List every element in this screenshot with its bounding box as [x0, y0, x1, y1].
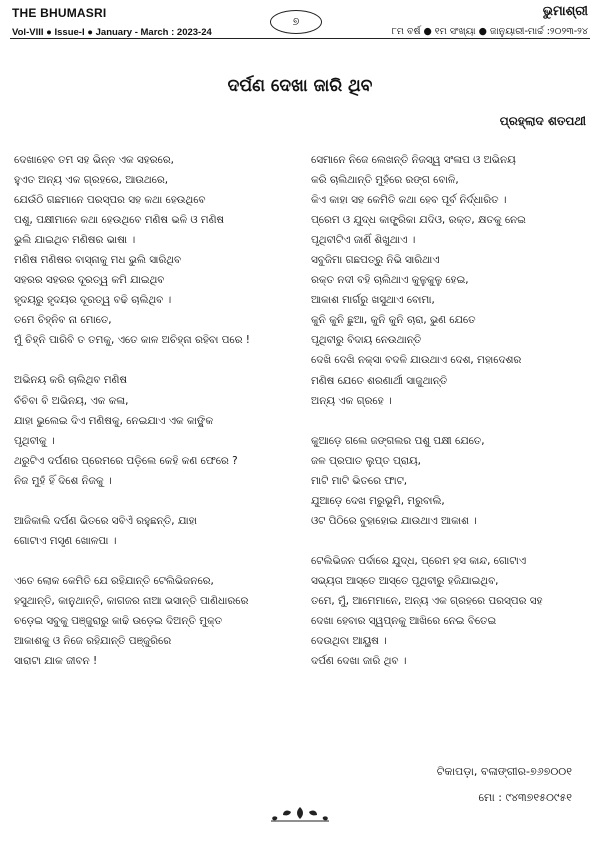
stanza: [14, 150, 300, 350]
poem-line: ପୃଥିବୀକୁ ।: [14, 434, 55, 447]
poem-line: ରକ୍ତ ନଦୀ ବହି ଚାଲିଥାଏ କୁଳୁକୁଳୁ ହେଇ,: [311, 274, 469, 287]
poem-right-column: [311, 150, 591, 671]
header-right: [288, 4, 588, 37]
floral-ornament-icon: [269, 803, 331, 823]
poem-title: ଦର୍ପଣ ଦେଖା ଜାରି ଥିବ: [227, 76, 373, 96]
poem-line: ଅଭିନୟ କରି ଚାଲିଥିବ ମଣିଷ: [14, 374, 128, 387]
poem-author: ପ୍ରହ୍ଲାଦ ଶତପଥୀ: [499, 114, 586, 128]
poem-line: ଦର୍ପଣ ଦେଖା ଜାରି ଥିବ ।: [311, 655, 407, 668]
poem-line: ହସୁଥାନ୍ତି, କାନୁଥାନ୍ତି, କାଗଜର ନାଆ ଭସାନ୍ତି ପାଣିଧାରରେ: [14, 594, 249, 607]
poem-line: ବଁଚିବା ବି ଅଭିନୟ, ଏକ କଳା,: [14, 394, 129, 407]
author-address: ଟିକାପଡ଼ା, ବଳାଙ୍ଗୀର-୭୬୭୦୦୧: [436, 765, 572, 778]
poem-line: ପ୍ରେମ ଓ ଯୁଦ୍ଧ କାଙ୍ଗ୍ରିକା ଯଦିଓ, ରକ୍ତ, କ୍ଷତକୁ ନେଇ: [311, 214, 526, 227]
poem-line: ଯୁଆଡ଼େ ଦେଖ ମରୁଭୂମି, ମରୁବାଲି,: [311, 494, 445, 507]
poem-line: ସହରର ସହରର ଦୂରତ୍ୱ କମି ଯାଇଥିବ: [14, 274, 165, 287]
poem-line: ଦେଖି ଦେଖି ନକ୍ସା ବଦଳି ଯାଉଥାଏ ଦେଶ, ମହାଦେଶର: [311, 354, 522, 367]
poem-line: ଆଜିକାଲି ଦର୍ପଣ ଭିତରେ ସବିଏଁ ରହୁଛନ୍ତି, ଯାହା: [14, 514, 198, 527]
poem-line: ଦେଖା ହେବାର ସ୍ୱପ୍ନକୁ ଆଖିରେ ନେଇ ବିତେଇ: [311, 614, 497, 627]
poem-line: ଯେଉଁଠି ଗଛମାନେ ପରସ୍ପର ସହ କଥା ହେଉଥିବେ: [14, 194, 206, 207]
poem-line: ଏତେ ଲୋକ କେମିତି ଯେ ରହିଯାନ୍ତି ଟେଲିଭିଜନରେ,: [14, 574, 214, 587]
issue-info: Vol-VIII ● Issue-I ● January - March : 2023-24: [12, 27, 212, 38]
poem-line: କୁଆଡ଼େ ଗଲେ ଜଙ୍ଗଲର ପଶୁ ପକ୍ଷୀ ଯେତେ,: [311, 434, 485, 447]
stanza: [311, 150, 591, 411]
stanza: [14, 571, 300, 671]
poem-line: ହୃଦୟରୁ ହୃଦୟର ଦୂରତ୍ୱ ବଢି ଚାଲିଥିବ ।: [14, 294, 172, 307]
poem-line: ମାଟି ମାଟି ଭିତରେ ଫାଟ,: [311, 474, 408, 487]
poem-line: ଯାହା ଭୁଲେଇ ଦିଏ ମଣିଷକୁ, ନେଇଯାଏ ଏକ କାଙ୍କ୍ଷିକ: [14, 414, 214, 427]
poem-line: ସଭ୍ୟତା ଆସ୍ତେ ଆସ୍ତେ ପୃଥିବୀରୁ ହଜିଯାଇଥିବ,: [311, 574, 499, 587]
poem-line: ହୁଏତ ଅନ୍ୟ ଏକ ଗ୍ରହରେ, ଆଉଥରେ,: [14, 174, 169, 187]
poem-line: ଟେଲିଭିଜନ ପର୍ଦାରେ ଯୁଦ୍ଧ, ପ୍ରେମ ହସ କାନ୍ଦ, ଗୋଟାଏ: [311, 554, 527, 567]
poem-line: ପୃଥିବୀରୁ ବିଦାୟ ନେଉଥାନ୍ତି: [311, 334, 422, 347]
poem-line: ମଣିଷ ମଣିଷର ବାସ୍ନାକୁ ମଧ ଭୁଲି ସାରିଥିବ: [14, 254, 182, 267]
poem-line: ପଶୁ, ପକ୍ଷୀମାନେ କଥା ହେଉଥିବେ ମଣିଷ ଭଳି ଓ ମଣିଷ: [14, 214, 225, 227]
poem-line: ମୁଁ ଚିହ୍ନି ପାରିବି ତ ତମକୁ, ଏତେ କାଳ ଅଚିହ୍ନା ରହିବା ପରେ !: [14, 334, 250, 347]
header-left: [12, 6, 282, 38]
poem-line: ସେମାନେ ନିଜେ ଲେଖନ୍ତି ନିଜସ୍ୱ ସଂଳାପ ଓ ଅଭିନୟ: [311, 154, 516, 166]
poem-line: ଓଟ ପିଠିରେ ବୁହାହୋଇ ଯାଉଥାଏ ଆକାଶ ।: [311, 514, 477, 527]
poem-line: ଆକାଶ ମାର୍ଗରୁ ଖସୁଥାଏ ବୋମା,: [311, 294, 435, 307]
header-divider: [10, 38, 590, 39]
publication-title-odia: ଭୁମାଶ୍ରୀ: [542, 4, 588, 19]
poem-line: ପୃଥିବୀଟିଏ ଜାଣିଁ ଶିଖୁଥାଏ ।: [311, 234, 416, 247]
poem-line: ନିଜ ମୁହଁ ହିଁ ଦିଶେ ନିଜକୁ ।: [14, 474, 112, 487]
stanza: [14, 370, 300, 490]
stanza: [311, 431, 591, 531]
stanza: [311, 551, 591, 671]
poem-line: କରି ଚାଲିଥାନ୍ତି ମୁହଁରେ ରଙ୍ଗ ବୋଳି,: [311, 174, 459, 187]
poem-left-column: [14, 150, 300, 671]
poem-line: ଦେଉଥିବା ଆୟୁଷ ।: [311, 635, 387, 648]
poem-line: ଦେଖାହେବ ତମ ସହ ଭିନ୍ନ ଏକ ସହରରେ,: [14, 154, 174, 166]
poem-line: କୁନି କୁନି ଛୁଆ, କୁନି କୁନି ଚାରା, ଭୁଣ ଯେତେ: [311, 314, 476, 327]
poem-line: ସାରାଟା ଯାକ ଜୀବନ !: [14, 655, 98, 668]
stanza: [14, 511, 300, 551]
poem-line: କିଏ କାହା ସହ କେମିତି କଥା ହେବ ପୂର୍ବ ନିର୍ଦ୍ଧାରିତ ।: [311, 194, 507, 207]
poem-line: ଥରୁଟିଏ ଦର୍ପଣର ପ୍ରେମରେ ପଡ଼ିଲେ କେହି କଣ ଫେରେ ?: [14, 454, 238, 467]
poem-line: ଗୋଟାଏ ମସୃଣ ଖୋଳପା ।: [14, 534, 117, 547]
issue-info-odia: ୮ମ ବର୍ଷ ● ୧ମ ସଂଖ୍ୟା ● ଜାନୁୟାରୀ-ମାର୍ଚ୍ଚ :୨୦୨୩-୨୪: [391, 26, 588, 37]
poem-line: ଆକାଶକୁ ଓ ନିଜେ ରହିଯାନ୍ତି ପଞ୍ଜୁରିରେ: [14, 634, 172, 647]
poem-line: ଅନ୍ୟ ଏକ ଗ୍ରହେ ।: [311, 394, 392, 407]
poem-line: ମଣିଷ ଯେତେ ଶରଣାର୍ଥୀ ସାଜୁଥାନ୍ତି: [311, 374, 448, 387]
poem-line: ସବୁଜିମା ଗଛପତ୍ରୁ ନିଭି ସାରିଥାଏ: [311, 254, 440, 267]
poem-line: ତମେ ଚିହ୍ନିବ ନା ମୋତେ,: [14, 314, 112, 327]
publication-title: THE BHUMASRI: [12, 6, 107, 20]
poem-line: ଚଡ଼େଇ ସବୁକୁ ପଞ୍ଜୁରାରୁ କାଢି ଉଡ଼େଇ ଦିଅନ୍ତି ମୁକ୍ତ: [14, 614, 223, 627]
poem-line: ଜଳ ପ୍ରପାତ ଲୁପ୍ତ ପ୍ରାୟ,: [311, 454, 421, 467]
poem-line: ଭୁଲି ଯାଇଥିବ ମଣିଷର ଭାଷା ।: [14, 234, 136, 247]
page-number: ୭: [270, 10, 322, 34]
author-phone: ମୋ : ୯୪୩୭୧୫୦୯୫୧: [478, 791, 572, 804]
poem-line: ତମେ, ମୁଁ, ଆମେମାନେ, ଅନ୍ୟ ଏକ ଗ୍ରହରେ ପରସ୍ପର ସହ: [311, 594, 543, 607]
